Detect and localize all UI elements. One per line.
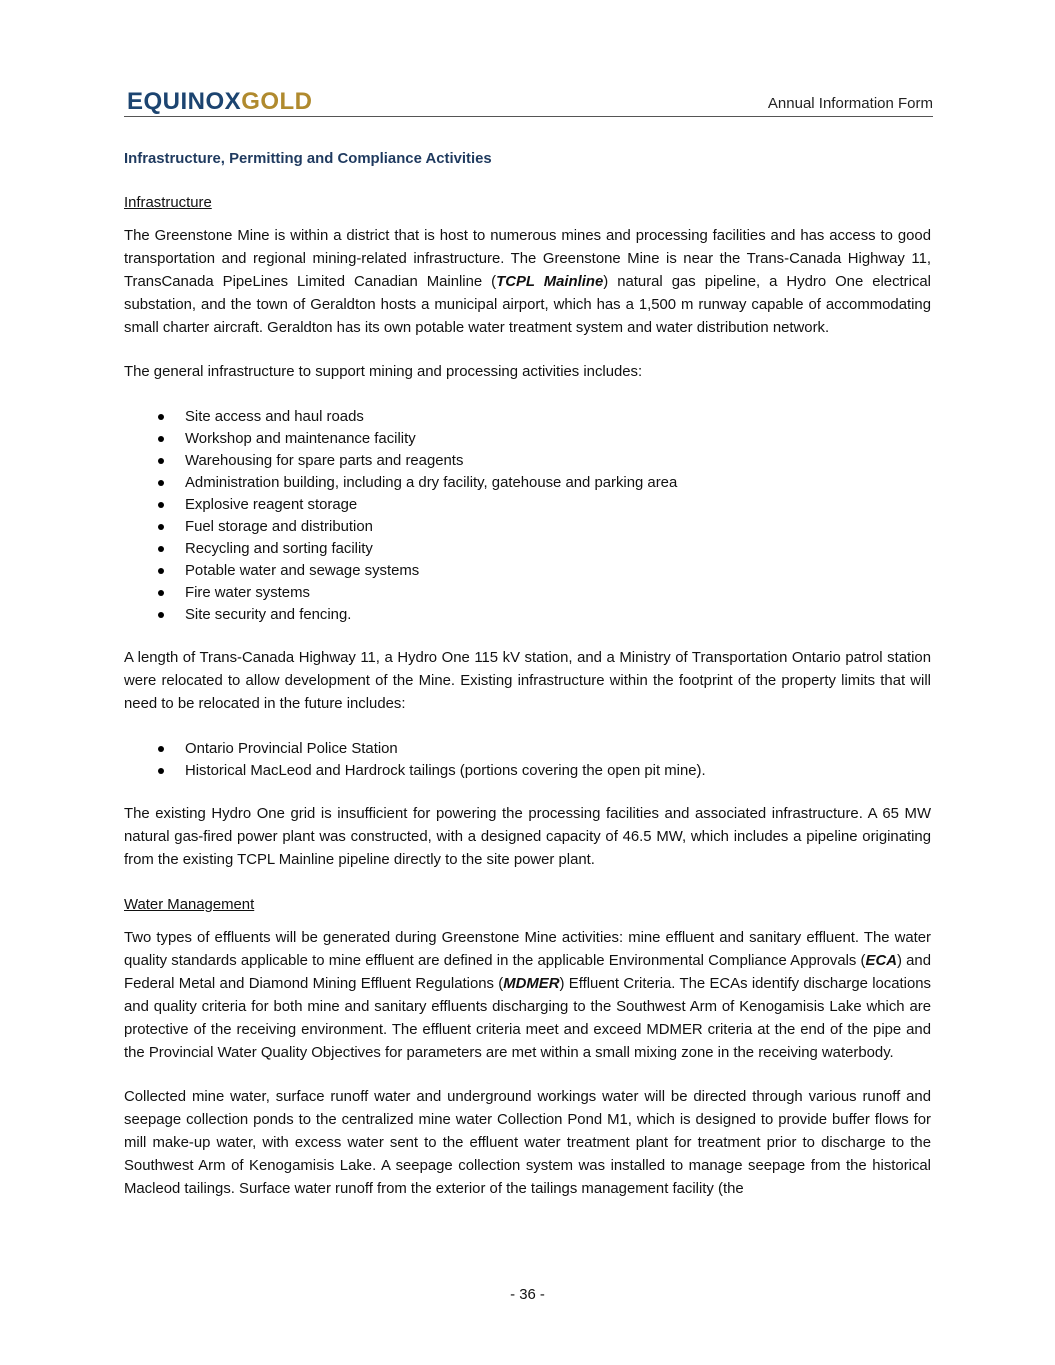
document-type-label: Annual Information Form xyxy=(767,95,933,112)
paragraph-mine-water: Collected mine water, surface runoff water and underground workings water will be directed through various runoff and seepage collection ponds to the centralized mine water Collection Pond M1, which is designed to provide buffer flows for mill make-up water, with excess water sent to the effluent water treatment plant for treatment prior to discharge to the Southwest Arm of Kenogamisis Lake. A seepage collection system was installed to manage seepage from the historical Macleod tailings. Surface water runoff from the exterior of the tailings management facility (the xyxy=(124,1089,931,1197)
equinox-gold-logo: EQUINOXGOLD xyxy=(127,88,313,115)
list-item: Ontario Provincial Police Station xyxy=(124,738,931,760)
page-header xyxy=(124,86,933,117)
subheading-infrastructure: Infrastructure xyxy=(124,195,212,211)
paragraph-infrastructure-intro: The Greenstone Mine is within a district that is host to numerous mines and processing facilities and has access to good transportation and regional mining-related infrastructure. The Greenstone Mine is near the Trans-Canada Highway 11, TransCanada PipeLines Limited Canadian Mainline (TCPL Mainline) natural gas pipeline, a Hydro One electrical substation, and the town of Geraldton hosts a municipal airport, which has a 1,500 m runway capable of accommodating small charter aircraft. Geraldton has its own potable water treatment system and water distribution network. xyxy=(124,228,931,336)
list-item: Workshop and maintenance facility xyxy=(124,428,931,450)
list-item: Administration building, including a dry facility, gatehouse and parking area xyxy=(124,472,931,494)
infrastructure-list xyxy=(124,406,931,626)
paragraph-power: The existing Hydro One grid is insufficient for powering the processing facilities and associated infrastructure. A 65 MW natural gas-fired power plant was constructed, with a designed capacity of 46.5 MW, which includes a pipeline originating from the existing TCPL Mainline pipeline directly to the site power plant. xyxy=(124,806,931,868)
list-item: Potable water and sewage systems xyxy=(124,560,931,582)
paragraph-relocation: A length of Trans-Canada Highway 11, a Hydro One 115 kV station, and a Ministry of Transportation Ontario patrol station were relocated to allow development of the Mine. Existing infrastructure within the footprint of the property limits that will need to be relocated in the future includes: xyxy=(124,650,931,712)
defined-term-tcpl-mainline: TCPL Mainline xyxy=(496,274,604,290)
list-item: Historical MacLeod and Hardrock tailings (portions covering the open pit mine). xyxy=(124,760,931,782)
section-title: Infrastructure, Permitting and Compliance Activities xyxy=(124,151,492,167)
defined-term-eca: ECA xyxy=(865,953,897,969)
list-item: Fuel storage and distribution xyxy=(124,516,931,538)
paragraph-general-infrastructure: The general infrastructure to support mining and processing activities includes: xyxy=(124,364,643,380)
list-item: Explosive reagent storage xyxy=(124,494,931,516)
list-item: Recycling and sorting facility xyxy=(124,538,931,560)
list-item: Site security and fencing. xyxy=(124,604,931,626)
paragraph-effluents: Two types of effluents will be generated during Greenstone Mine activities: mine effluent and sanitary effluent. The water quality standards applicable to mine effluent are defined in the applicable Environmental Compliance Approvals (ECA) and Federal Metal and Diamond Mining Effluent Regulations (MDMER) Effluent Criteria. The ECAs identify discharge locations and quality criteria for both mine and sanitary effluents discharging to the Southwest Arm of Kenogamisis Lake which are protective of the receiving environment. The effluent criteria meet and exceed MDMER criteria at the end of the pipe and the Provincial Water Quality Objectives for parameters are met within a small mixing zone in the receiving waterbody. xyxy=(124,930,931,1061)
list-item: Warehousing for spare parts and reagents xyxy=(124,450,931,472)
subheading-water-management: Water Management xyxy=(124,897,255,913)
page-number: - 36 - xyxy=(510,1287,545,1303)
page-body xyxy=(124,148,931,1201)
defined-term-mdmer: MDMER xyxy=(503,976,560,992)
list-item: Site access and haul roads xyxy=(124,406,931,428)
relocation-list xyxy=(124,738,931,782)
list-item: Fire water systems xyxy=(124,582,931,604)
